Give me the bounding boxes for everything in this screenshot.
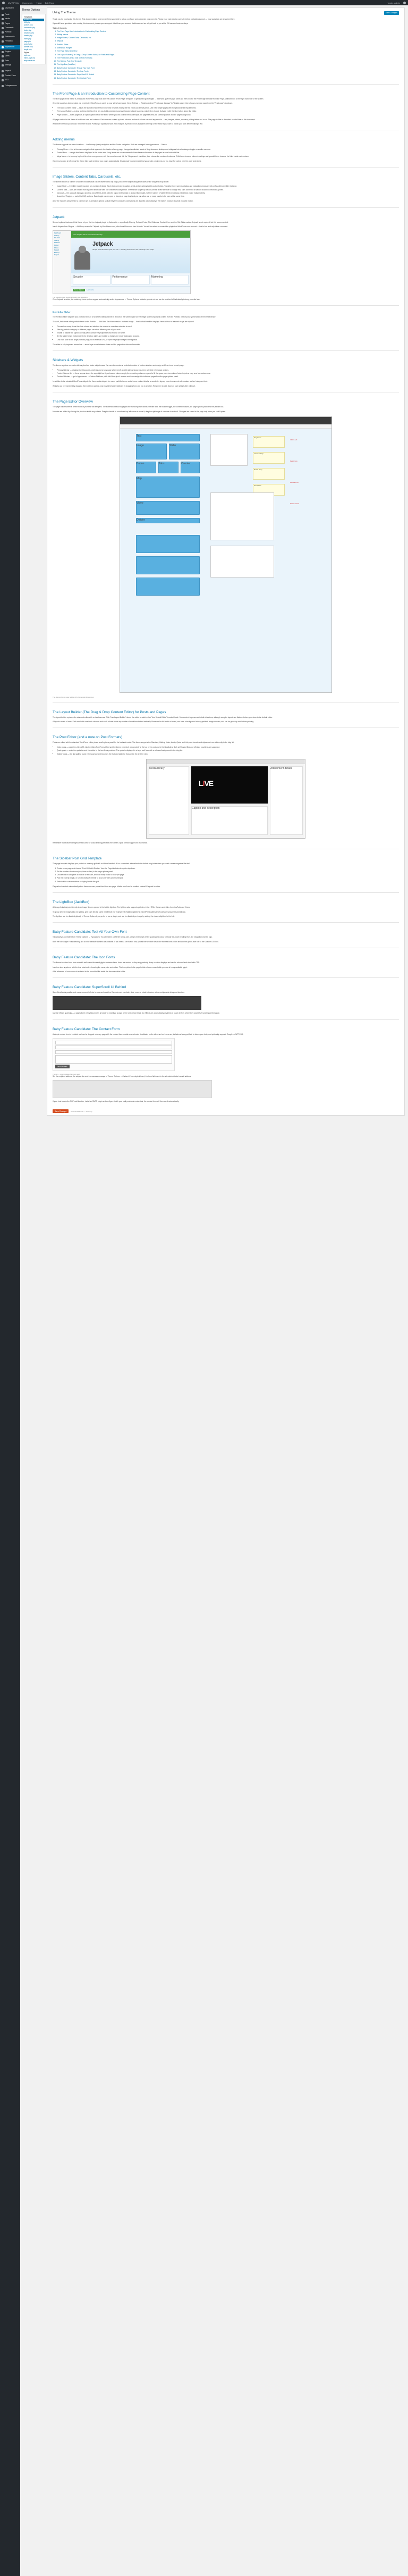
sidebar-item-tools[interactable]	[0, 58, 20, 63]
section-heading-icon-fonts: Baby Feature Candidate: The Icon Fonts	[53, 955, 115, 959]
sidebar-item-settings[interactable]	[0, 63, 20, 68]
annotation-note: Module library	[253, 468, 285, 480]
paragraph: In addition to the standard WordPress widgets the theme adds widgets for recent portfolio items, social icons, contact details, a newsletter signup, recent comments with avatars and an Instagram feed.	[53, 380, 208, 383]
file-item-archive[interactable]: archive.php	[24, 24, 33, 27]
builder-block: Text	[136, 434, 200, 441]
sidebar-item-label: Testimonials	[5, 35, 15, 38]
section-heading-page-editor: The Page Editor Overview	[53, 400, 93, 404]
footer-note: Documentation file — read only	[71, 1110, 92, 1113]
settings-icon	[2, 64, 4, 66]
sidebar-item-testimonials[interactable]	[0, 35, 20, 39]
paragraph: The front page of this theme is a standard WordPress page that uses the custom "Front Page" template. To get started go to Pages → Add New, give the page a title and then choose the Front Page template from the Page Attributes box on the right hand side of the screen.	[53, 97, 264, 100]
toc-item[interactable]: 5. Portfolio Slider	[57, 44, 399, 46]
paragraph: Set the recipient address, the subject line and the success message in Theme Options → Contact. If no recipient is set, the form falls back to the site administrator's email address.	[53, 1075, 192, 1077]
list-item: 4. Pick the excerpt length, or turn excerpts off entirely to show only titles and thumbnails.	[57, 877, 399, 880]
toc-item[interactable]: 3. Image Sliders, Content Tabs, Carousels, etc.	[57, 37, 399, 39]
section-heading-sidebars: Sidebars & Widgets	[53, 358, 83, 362]
paragraph: Modules are added by clicking the plus icon inside any column. Drag the handle in a module's top left corner to move it; drag the right edge of a column to resize it. Changes are saved to the page only when you click Update.	[53, 410, 226, 413]
avatar[interactable]	[403, 2, 406, 4]
theme-file-panel	[20, 5, 47, 1121]
bullet-list	[53, 746, 399, 756]
table-of-contents	[53, 27, 399, 80]
figure-caption: The drag and drop page builder with the module library open.	[53, 696, 95, 698]
jetpack-sidebar-item: Protect	[54, 245, 59, 247]
toc-item[interactable]: 2. Adding menus	[57, 34, 399, 36]
sidebar-item-label: Comments	[5, 26, 14, 29]
section-heading-jetpack: Jetpack	[53, 215, 65, 219]
jetpack-sidebar-item: Sharing	[54, 239, 59, 241]
adminbar-site-name[interactable]: My WP Site	[8, 1, 19, 4]
section-heading-portfolio: Portfolio Slider	[53, 311, 71, 315]
section-heading-sliders: Image Sliders, Content Tabs, Carousels, etc.	[53, 174, 121, 179]
feature-tile: Performance	[112, 275, 149, 285]
jetpack-screenshot	[53, 230, 191, 294]
sidebar-item-seo[interactable]	[0, 78, 20, 82]
builder-block: Image	[136, 444, 167, 459]
portfolio-icon	[2, 31, 4, 34]
builder-canvas	[120, 429, 332, 692]
feedback-icon	[2, 40, 4, 43]
paragraph: Several optional features of this theme rely on the free Jetpack plugin by Automattic — specifically Sharing, Related Posts, Tiled Galleries, Contact Form and the Site Stats module. Jetpack is not required, but it is recommended.	[53, 221, 228, 223]
list-item: • Choose how many items the slider shows and whether the newest or a random selection is used.	[57, 325, 399, 328]
sidebar-item-posts[interactable]	[0, 12, 20, 16]
figure-caption: The Jetpack plugin welcome screen after activation.	[53, 296, 88, 299]
sidebar-item-portfolio[interactable]	[0, 30, 20, 35]
list-item: 1. Create a new page and choose "Post Grid with Sidebar" from the Page Attributes template dropdown.	[57, 867, 399, 870]
jetpack-notice: Your Jetpack site is connected and ready.	[71, 231, 190, 238]
paragraph: Insert an icon anywhere with the icon shortcode, choosing the name, size and colour. The icon picker in the page builder shows a searchable preview of every available glyph.	[53, 966, 188, 968]
list-item: • Footer Columns 1-4 — these appear above the copyright bar. If you leave a column empty the remaining columns expand to fill the space, so a two column footer is just as easy as a four column one.	[57, 372, 399, 375]
file-item-page[interactable]: page.php	[24, 40, 31, 43]
save-button[interactable]: Save Changes	[384, 11, 399, 15]
list-item: • Accordion / Toggles — useful for FAQ sections. Each toggle can be open or closed on page load and you can allow one or many panels to be open at the same time.	[57, 195, 399, 198]
settings-panel	[210, 546, 274, 578]
numbered-list	[53, 867, 399, 883]
divider	[53, 207, 399, 208]
send-message-button: Send Message	[55, 1065, 70, 1068]
paragraph: Whichever method you choose, remember to click Publish (or Update) to save your changes. A preview link is available at the top of the editor if you want to check your work before making it live.	[53, 123, 203, 126]
list-item: • Footer Menu — a single level menu displayed in the footer area. Long labels are not recommended here because the menu is displayed as one horizontal line.	[57, 152, 399, 154]
builder-block: Divider	[136, 518, 200, 523]
paragraph: The layout builder replaces the standard editor with a visual canvas. Click "Use Layout Builder" above the editor to switch; click "Use Default Editor" to switch back. Your content is preserved in both directions, although complex layouts are flattened when you return to the default editor.	[53, 716, 273, 718]
section-heading-menus: Adding menus	[53, 138, 75, 142]
list-item: • Mega Menu — to turn any top level item into a mega menu, edit the menu item and tick the "Mega menu" checkbox, then choose the number of columns. Child items become column headings and grandchildren become the links inside each column.	[57, 155, 399, 158]
paragraph: A full reference of icon names is included in the icons.html file inside the documentation folder.	[53, 971, 126, 973]
paragraph: If a menu location is left empty the theme falls back to listing your pages automatically. It is strongly recommended that you create a real menu so you have full control over the order and labels.	[53, 160, 202, 162]
list-item: • The Layout Builder — a drag and drop interface that lets you build complex responsive layouts without touching a single line of code. Activate it with the blue button above the editor.	[57, 110, 399, 113]
wp-admin-bar[interactable]	[0, 0, 408, 5]
file-group-label: Templates	[24, 16, 32, 18]
form-success-message: Thanks — your message has been sent.	[53, 1073, 80, 1075]
builder-block: Button	[136, 462, 156, 473]
sidebar-item-appearance[interactable]	[0, 45, 20, 49]
sidebar-item-label: Jetpack	[5, 70, 11, 72]
toc-item[interactable]: 14. Baby Feature Candidate: SuperScroll UI Behind	[57, 73, 399, 76]
list-item: • The Basic Content Editor — this is the standard WordPress editor and behaves exactly like the editor you already know. Use it for simple pages with no special layout requirements.	[57, 107, 399, 110]
paragraph: Once Jetpack is active, the matching theme options appear automatically under Appearance → Theme Options. Modules you do not use can be switched off individually to keep your site lean.	[53, 298, 201, 301]
list-item: • Link each slide to the single portfolio page, to an external URL, or open the project image in the lightbox.	[57, 339, 399, 341]
paragraph: Install Jetpack from Plugins → Add New, search for "Jetpack by WordPress.com", click Install Now and then Activate. You will be asked to connect the plugin to a WordPress.com account — this is free and only takes a moment.	[53, 225, 228, 228]
toc-list	[53, 30, 399, 80]
jetpack-main	[71, 231, 190, 294]
divider	[53, 350, 399, 351]
document-title: Using The Theme	[53, 11, 76, 15]
page-title: Theme Options	[22, 9, 40, 12]
plugin-icon	[2, 51, 4, 53]
sidebar-collapse-menu[interactable]	[0, 84, 20, 88]
bullet-list	[53, 148, 399, 158]
jetpack-icon	[2, 70, 4, 72]
divider	[53, 727, 399, 728]
list-item: • Carousel — the carousel displays a scrolling row of items and is ideal for logos, testimonials or product thumbnails. Set the number of visible items for desktop, tablet and phone independently.	[57, 192, 399, 195]
paragraph: The Portfolio Slider displays your portfolio items in a full width rotating banner. It is built on the same engine as the image slider but pulls its content from the Portfolio custom post type instead of the media library.	[53, 316, 216, 319]
file-group-label: Styles	[24, 52, 29, 54]
jetpack-sidebar-item: Related	[54, 249, 59, 252]
paragraph: The theme supports two menu locations — the Primary (main) navigation and the Footer navigation. Both are managed from Appearance → Menus.	[53, 144, 167, 146]
caption-panel: Caption and description	[191, 806, 268, 835]
jetpack-setup-button: Set up Jetpack	[73, 289, 85, 291]
builder-block-secondary	[136, 578, 200, 596]
jetpack-learn-more-link: Learn more	[87, 289, 94, 291]
divider	[53, 977, 399, 978]
paragraph: All image links that point directly to an image file are opened in the built in lightbox. The lightbox also supports galleries, inline HTML, iframes and video from YouTube and Vimeo.	[53, 906, 191, 908]
file-item-style-css[interactable]: style.css	[24, 54, 31, 57]
list-item: • Page Options — every page has an options panel below the editor where you can control the header style, the page title area, the sidebar position and the page background.	[57, 114, 399, 116]
video-post-screenshot	[146, 759, 305, 839]
jetpack-feature-tiles	[71, 273, 190, 286]
list-item: • Enable or disable the caption overlay which shows the project title and excerpt on hover.	[57, 332, 399, 334]
window-titlebar	[147, 759, 305, 764]
paragraph: Pagination is added automatically when there are more posts than fit on one page. Infinite scroll can be enabled instead if Jetpack is active.	[53, 885, 161, 888]
jetpack-hero	[71, 238, 190, 273]
annotation-label: Delete module	[290, 503, 299, 505]
list-item: • Gallery posts — the first gallery found in the post content becomes the featured slider for that post in the archive view.	[57, 753, 399, 756]
sidebar-item-plugins[interactable]	[0, 49, 20, 54]
section-heading-layout-builder: The Layout Builder (The Drag & Drop Content Editor) for Posts and Pages	[53, 710, 166, 714]
sidebar-item-label: Appearance	[5, 46, 15, 48]
sidebar-item-label: Contact Form	[5, 74, 16, 77]
adminbar-item-new[interactable]: + New	[36, 1, 42, 4]
sidebar-item-label: Users	[5, 55, 10, 57]
builder-block: Tabs	[158, 462, 178, 473]
adminbar-item-edit-page[interactable]: Edit Page	[45, 1, 54, 4]
annotation-note: Column settings	[253, 452, 285, 464]
toc-item[interactable]: 7. The Page Editor Overview	[57, 50, 399, 53]
seo-icon	[2, 79, 4, 81]
sidebar-item-feedback[interactable]	[0, 39, 20, 44]
list-item: • Quote posts — enter the quotation and the author in the two fields provided. The quote is displayed in a large serif face with a coloured background in the blog list.	[57, 749, 399, 752]
paragraph: Once the page has been created you need to tell WordPress to use it as your site's home page. Go to Settings → Reading and set "Front page displays" to "A static page", then choose your new page from the "Front page" dropdown.	[53, 102, 233, 105]
pin-icon	[2, 14, 4, 16]
dashboard-icon	[2, 7, 4, 10]
page-builder-screenshot	[120, 416, 332, 693]
divider	[53, 702, 399, 703]
list-item: • Set the slider height independently for desktop, tablet and mobile so images are never awkwardly cropped.	[57, 335, 399, 338]
section-heading-superscroll: Baby Feature Candidate: SuperScroll UI Behind	[53, 985, 126, 990]
toc-item[interactable]: 6. Sidebars & Widgets	[57, 47, 399, 49]
builder-block: Slider	[169, 444, 200, 459]
annotation-label: Duplicate row	[290, 481, 299, 483]
section-heading-front-page: The Front Page & an Introduction to Customizing Page Content	[53, 91, 150, 96]
jetpack-tagline: Simple, powerful tools to grow your site — security, performance, and marketing in one plugin.	[92, 248, 155, 251]
file-item-404[interactable]: 404.php	[24, 21, 30, 23]
sidebar-item-users[interactable]	[0, 54, 20, 58]
section-heading-fonts: Baby Feature Candidate: Test All Your Own Font	[53, 930, 127, 934]
sidebar-item-label: Portfolio	[5, 31, 12, 34]
paragraph: The slider is fully keyboard accessible — arrow keys move between slides and the pagination dots are focusable.	[53, 343, 140, 346]
intro-paragraph: Thank you for purchasing this theme. This documentation covers everything you need to set up, configure and customize your new site. Please read each section carefully before contacting support — most questions are answered here.	[53, 18, 235, 20]
message-field	[55, 1055, 172, 1064]
paragraph: All page content in this theme is built from rows and columns. Each row can contain up to six columns and each column can hold any module — text, images, sliders, counters, pricing tables and so on. The page builder is described in detail later in this document.	[53, 118, 256, 121]
file-item-footer[interactable]: footer.php	[24, 29, 32, 32]
list-item: 2. Set the number of columns (two, three or four) in the page options panel.	[57, 871, 399, 873]
paragraph: Use the effects sparingly — a page where everything moves is harder to read than a page where one or two things do. Effects are automatically disabled on touch devices where they would hurt scrolling performance.	[53, 1012, 220, 1015]
users-icon	[2, 55, 4, 57]
sidebar-item-pages[interactable]	[0, 21, 20, 26]
jetpack-sidebar-item: Photon	[54, 247, 59, 249]
paragraph: The page editor screen is where most of your time will be spent. The screenshot below highlights the most important areas: the title field, the builder toggle, the content modules, the page options panel and the publish box.	[53, 406, 224, 408]
builder-block: Counter	[181, 462, 200, 473]
file-item-header[interactable]: header.php	[24, 35, 32, 37]
toc-item[interactable]: 13. Baby Feature Candidate: The Icon Fonts	[57, 70, 399, 73]
divider	[53, 167, 399, 168]
builder-block: Map	[136, 476, 200, 498]
file-item-responsive-css[interactable]: responsive.css	[24, 60, 36, 62]
builder-block-secondary	[136, 556, 200, 574]
paragraph: If your host blocks the PHP mail function, install an SMTP plugin and configure it with your mail provider's credentials; the contact form will then use it automatically.	[53, 1100, 180, 1102]
contact-form-screenshot	[53, 1038, 175, 1071]
file-item-single[interactable]: single.php	[24, 48, 32, 51]
file-item-editor-style-css[interactable]: editor-style.css	[24, 57, 36, 60]
toc-heading: Table of Contents	[53, 27, 67, 29]
jetpack-footer	[71, 286, 190, 294]
sidebar-item-label: Settings	[5, 63, 12, 66]
divider	[53, 892, 399, 893]
file-item-search[interactable]: search.php	[24, 43, 32, 45]
tools-icon	[2, 60, 4, 62]
paragraph: Remember that featured images are still used for social sharing previews even when a post format supplies its own media.	[53, 841, 148, 844]
paragraph: The lightbox can be disabled globally in Theme Options if you prefer to use a plugin, and can be disabled per image by adding the class nolightbox to the link.	[53, 915, 175, 918]
sidebar-item-label: Feedback	[5, 40, 13, 43]
quote-icon	[2, 36, 4, 38]
jetpack-sidebar-item: Backups	[54, 252, 60, 254]
paragraph: To use it, first create a few portfolio items under Portfolio → Add New. Each item needs a featured image — this is what the slider displays. Items without a featured image are skipped.	[53, 320, 194, 323]
file-item-comments[interactable]: comments.php	[24, 27, 35, 29]
jetpack-sidebar-item: Dashboard	[54, 232, 61, 235]
file-item-index[interactable]: index.php	[24, 37, 31, 40]
paragraph: SuperScroll adds parallax and reveal-on-scroll effects to rows and modules. Each element can fade, slide, zoom or rotate into view, with a configurable delay and duration.	[53, 991, 185, 994]
paragraph: Both the full Google Fonts directory and a list of websafe families are available. If you need a self hosted font, upload the web font files to the theme's fonts folder and add the @font-face rule to the Custom CSS box.	[53, 940, 219, 943]
sidebar-item-contact-form[interactable]	[0, 73, 20, 78]
video-preview	[191, 766, 268, 804]
section-heading-lightbox: The LightBox (JackBox)	[53, 900, 90, 904]
wordpress-logo-icon[interactable]	[2, 2, 5, 4]
bullet-list	[53, 325, 399, 341]
paragraph: A simple contact form is included and can be dropped onto any page with the contact form module or shortcode. It validates on the client and on the server, includes a honeypot field to deter spam bots, and optionally supports Google reCAPTCHA.	[53, 1033, 244, 1035]
list-item: 3. Choose which categories to include or exclude, and how many posts to show per page.	[57, 874, 399, 876]
media-library-panel: Media library	[149, 766, 189, 835]
toc-item[interactable]: 15. Baby Feature Candidate: The Contact Form	[57, 77, 399, 80]
document-header	[53, 11, 399, 15]
video-brand-text: LIVE	[199, 779, 214, 788]
divider	[53, 84, 399, 85]
form-icon	[2, 74, 4, 77]
list-item: • Video posts — paste the video URL into the Video Post Format field and the theme embeds it responsively at the top of the post and in the blog listing. Both self hosted files and oEmbed providers are supported.	[57, 746, 399, 749]
list-item: • Content Tabs — tabs are created from a parent shortcode with one child shortcode per tab. The first tab is open by default; set the active attribute to change this. Tabs convert to a stacked accordion below 600 pixels.	[57, 189, 399, 191]
toc-item[interactable]: 11. The LightBox (JackBox)	[57, 63, 399, 66]
toc-item[interactable]: 10. The Sidebar Post Grid Template	[57, 60, 399, 63]
sidebar-item-label: Plugins	[5, 50, 11, 53]
file-item-functions[interactable]: functions.php	[24, 32, 34, 35]
person-illustration	[74, 250, 90, 270]
footer-save-button[interactable]: Save Changes	[53, 1109, 69, 1113]
feature-tile: Security	[73, 275, 110, 285]
annotation-label: Click to edit	[290, 439, 298, 441]
jetpack-sidebar-item: Publicize	[54, 242, 60, 244]
list-item: • Image Slider — the slider module accepts any number of slides. Each slide can have a caption, a link and an optional call to action button. Transition type, speed, autoplay and navigation arrows are all configurable per slider instance.	[57, 185, 399, 188]
paragraph: The theme bundles a number of content modules that can be inserted into any page, post or text widget using shortcodes or the drag and drop builder.	[53, 180, 169, 183]
list-item: • Filter by portfolio category so different pages can show different parts of your work.	[57, 329, 399, 331]
sidebar-item-label: Collapse menu	[5, 85, 17, 87]
jetpack-sidebar-item: Support	[54, 254, 60, 256]
chevron-left-icon	[2, 85, 4, 87]
superscroll-demo-dark	[53, 996, 201, 1010]
annotation-note: Drag handle	[253, 436, 285, 448]
module-library-panel	[210, 434, 248, 466]
toc-item[interactable]: 1. The Front Page & an Introduction to Customizing Page Content	[57, 30, 399, 33]
sidebar-item-jetpack[interactable]	[0, 69, 20, 73]
bullet-list	[53, 369, 399, 379]
sidebar-item-label: Media	[5, 18, 10, 20]
sidebar-item-comments[interactable]	[0, 26, 20, 30]
paragraph: The theme includes three icon sets with well over a thousand glyphs between them. Icons are vectors so they stay perfectly sharp on retina displays and can be coloured and sized with CSS.	[53, 961, 200, 964]
divider	[53, 305, 399, 306]
attachment-details-panel: Attachment details	[270, 766, 303, 835]
page-icon	[2, 22, 4, 24]
annotation-label: Resize here	[290, 460, 298, 462]
list-item: 5. Select which custom sidebar to display beside the grid.	[57, 881, 399, 883]
documentation-panel	[47, 7, 405, 1116]
intro-paragraph-2: If you still have questions after reading this document, please open a support ticket from your account dashboard and we will get back to you within 24 hours on business days.	[53, 22, 189, 25]
bullet-list	[53, 185, 399, 198]
builder-block: Video	[136, 501, 200, 515]
divider	[53, 922, 399, 923]
section-heading-contact-form: Baby Feature Candidate: The Contact Form	[53, 1027, 120, 1031]
editor-footer-actions	[53, 1109, 92, 1113]
adminbar-howdy[interactable]: Howdy, admin	[386, 1, 400, 4]
sidebar-item-label: Pages	[5, 22, 10, 24]
paragraph: Widgets can be reordered by dragging them within a sidebar, and moved between sidebars by dragging from one box to another. Remember to click Save on each widget after editing it.	[53, 384, 196, 387]
sidebar-item-label: Tools	[5, 59, 9, 62]
sidebar-item-dashboard[interactable]	[0, 6, 20, 11]
bullet-list	[53, 107, 399, 116]
file-item-sidebar[interactable]: sidebar.php	[24, 45, 33, 48]
paragraph: All of the modules above share a common set of animation options so that they feel consistent. Animations are disabled automatically if the visitor's browser requests reduced motion.	[53, 200, 193, 203]
sidebar-item-label: Posts	[5, 13, 10, 15]
jetpack-sidebar-item: Settings	[54, 235, 60, 237]
annotation-note: Row options	[253, 484, 285, 496]
paragraph: A layout is made of rows. Each row holds one to six columns and each column holds any number of modules stacked vertically. Rows can be full width or boxed, can have a background colour, gradient, image or video, and can be given top and bottom padding.	[53, 721, 254, 723]
toc-item[interactable]: 8. The Layout Builder (The Drag & Drop Content Editor) for Posts and Pages	[57, 54, 399, 56]
section-heading-post-editor: The Post Editor (and a note on Post Formats)	[53, 735, 123, 740]
paragraph: Posts are edited with the standard WordPress editor plus a small options panel for the featured media. The theme supports the Standard, Gallery, Video, Audio, Quote and Link post formats and styles each one differently in the blog list.	[53, 741, 235, 744]
email-field	[55, 1046, 172, 1049]
admin-sidebar-menu[interactable]	[0, 5, 20, 2576]
sidebar-item-media[interactable]	[0, 17, 20, 21]
list-item: • Primary Sidebar — displayed on blog posts, archives and on any page where a left or right sidebar layout has been selected in the page options.	[57, 369, 399, 372]
toc-item[interactable]: 12. Baby Feature Candidate: Test All Your Own Font	[57, 67, 399, 70]
contact-settings-screenshot	[53, 1080, 212, 1098]
preview-panel	[210, 492, 274, 540]
toc-item[interactable]: 9. The Post Editor (and a note on Post Formats)	[57, 57, 399, 60]
adminbar-item-comments[interactable]: Comments	[22, 1, 33, 4]
paragraph: The theme registers one main sidebar plus four footer widget areas. You can also create an unlimited number of custom sidebars and assign a different one to each page.	[53, 364, 184, 366]
jetpack-logo: Jetpack	[92, 241, 113, 248]
editor-toolbar	[120, 424, 332, 429]
subject-field	[55, 1050, 172, 1054]
toc-item[interactable]: 4. Jetpack	[57, 40, 399, 43]
list-item: • Primary Menu — this is the main navigation that appears in the header of every page. It supports unlimited levels of drop downs on desktop and collapses into a hamburger toggle on smaller screens.	[57, 148, 399, 151]
jetpack-sidebar-item: Site Stats	[54, 237, 61, 239]
builder-block-secondary	[136, 535, 200, 553]
paragraph: This page template displays your posts in a masonry grid with a sidebar beside it. It is a convenient alternative to the default blog index when you want a more magazine-like feel.	[53, 862, 190, 865]
list-item: • Custom Sidebars — go to Appearance → Custom Sidebars, click Add New, give it a name and then assign it to individual pages from the page options panel.	[57, 375, 399, 378]
sidebar-item-label: SEO	[5, 79, 9, 81]
feature-tile: Marketing	[151, 275, 189, 285]
name-field	[55, 1041, 172, 1044]
paragraph: To group several images into one gallery, give each link the same rel attribute, for example rel="lightbox[gallery1]". WordPress gallery shortcodes are grouped automatically.	[53, 910, 186, 913]
appearance-icon	[2, 46, 4, 48]
file-item-readme[interactable]: readme.txt	[23, 19, 44, 21]
paragraph: Typography is controlled from Theme Options → Typography. You can select a different family, size, weight, line height, letter spacing and colour for body text, each heading level, the navigation and the logo.	[53, 936, 212, 939]
browser-titlebar	[120, 417, 332, 424]
media-icon	[2, 18, 4, 20]
divider	[53, 1019, 399, 1020]
section-heading-grid-template: The Sidebar Post Grid Template	[53, 856, 102, 860]
sidebar-item-label: Dashboard	[5, 7, 14, 10]
comment-icon	[2, 27, 4, 29]
jetpack-sidebar	[53, 231, 71, 294]
theme-file-list[interactable]	[22, 14, 46, 64]
